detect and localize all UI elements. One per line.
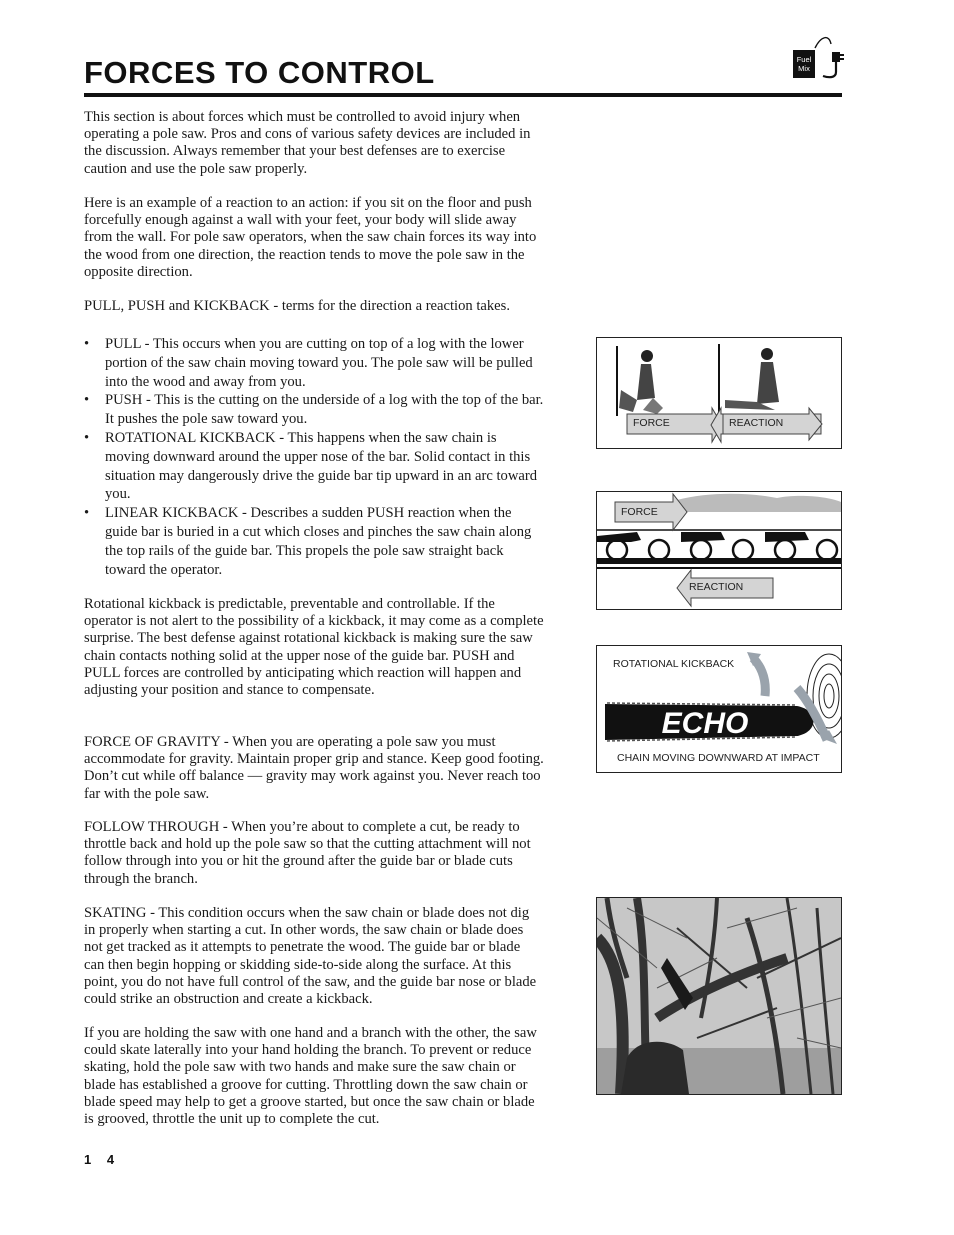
bullet-text: PUSH - This is the cutting on the underside of a log with the top of the bar. It pushes the pole saw toward you. [105, 392, 544, 428]
gravity-paragraph: FORCE OF GRAVITY - When you are operating a pole saw you must accommodate for gravity. Maintain proper grip and stance. Keep good footing. Don’t cut while off balance — gravity may work against you. Never reach too far with the pole saw. [84, 734, 544, 802]
reaction-types-list [84, 335, 544, 579]
skating-hand-paragraph: If you are holding the saw with one hand and a branch with the other, the saw could skate laterally into your hand holding the branch. To prevent or reduce skating, hold the pole saw with two hands and make sure the saw chain or blade has established a groove for cutting. Throttling down the saw chain or blade speed may help to get a groove started, but once the saw chain or blade is grooved, throttle the unit up to complete the cut. [84, 1025, 537, 1128]
page-number: 1 4 [84, 1152, 121, 1167]
echo-logo: ECHO [661, 707, 749, 740]
chain-force-figure [596, 491, 842, 610]
list-item [84, 335, 544, 391]
bullet-marker: • [84, 505, 90, 522]
force-label: FORCE [633, 417, 670, 429]
chain-downward-label: CHAIN MOVING DOWNWARD AT IMPACT [617, 752, 820, 764]
skating-paragraph: SKATING - This condition occurs when the saw chain or blade does not dig in properly when starting a cut. In other words, the saw chain or blade does not get tracked as it attempts to penetrate the wood. The guide bar or blade can then begin hopping or skidding side-to-side along the surface. At this point, you do not have full control of the saw, and the guide bar nose or blade could strike an obstruction and create a kickback. [84, 905, 537, 1008]
force-label: FORCE [621, 506, 658, 518]
terms-paragraph: PULL, PUSH and KICKBACK - terms for the direction a reaction takes. [84, 298, 510, 314]
fuel-mix-plug-icon [793, 32, 845, 84]
bullet-text: PULL - This occurs when you are cutting on top of a log with the lower portion of the saw chain moving toward you. The pole saw will be pulled into the wood and away from you. [105, 336, 533, 390]
bullet-marker: • [84, 429, 90, 446]
rotational-kickback-paragraph: Rotational kickback is predictable, preventable and controllable. If the operator is not alert to the possibility of a kickback, it may come as a complete surprise. The best defense against rotational kickback is making sure the saw chain contacts nothing solid at the upper nose of the guide bar. PUSH and PULL forces are controlled by anticipating which reaction will happen and adjusting your position and stance to compensate. [84, 596, 544, 699]
bullet-text: ROTATIONAL KICKBACK - This happens when the saw chain is moving downward around the upper nose of the bar. Solid contact in this situation may dangerously drive the guide bar tip upward in an arc toward you. [105, 429, 538, 503]
reaction-label: REACTION [729, 417, 784, 429]
bullet-marker: • [84, 392, 90, 409]
svg-text:Mix: Mix [798, 64, 810, 73]
rotational-kickback-label: ROTATIONAL KICKBACK [613, 658, 735, 670]
svg-text:Fuel: Fuel [796, 55, 812, 64]
list-item [84, 391, 544, 429]
title-rule [84, 93, 842, 97]
intro-paragraph: This section is about forces which must be controlled to avoid injury when operating a pole saw. Pros and cons of various safety devices are included in the discussion. Always remember that your best defenses are to exercise caution and use the pole saw properly. [84, 109, 531, 177]
tree-branch-photo-image [597, 898, 841, 1094]
list-item [84, 504, 544, 579]
follow-through-paragraph: FOLLOW THROUGH - When you’re about to complete a cut, be ready to throttle back and hold up the pole saw so that the cutting attachment will not follow through into you or hit the ground after the guide bar or blade cuts through the branch. [84, 819, 531, 887]
rotational-kickback-figure [596, 645, 842, 773]
page-title: FORCES TO CONTROL [84, 55, 435, 90]
wall-push-figure [596, 337, 842, 449]
bullet-text: LINEAR KICKBACK - Describes a sudden PUSH reaction when the guide bar is buried in a cut which closes and pinches the saw chain along the top rails of the guide bar. This propels the pole saw straight back toward the operator. [105, 505, 532, 578]
wall-push-illustration [597, 338, 841, 448]
bullet-marker: • [84, 336, 90, 352]
reaction-label: REACTION [689, 581, 744, 593]
pole-saw-photo [596, 897, 842, 1095]
list-item [84, 429, 544, 504]
reaction-example-paragraph: Here is an example of a reaction to an action: if you sit on the floor and push forcefully enough against a wall with your feet, your body will slide away from the wall. For pole saw operators, when the saw chain forces its way into the wood from one direction, the reaction tends to move the pole saw in the opposite direction. [84, 195, 537, 280]
